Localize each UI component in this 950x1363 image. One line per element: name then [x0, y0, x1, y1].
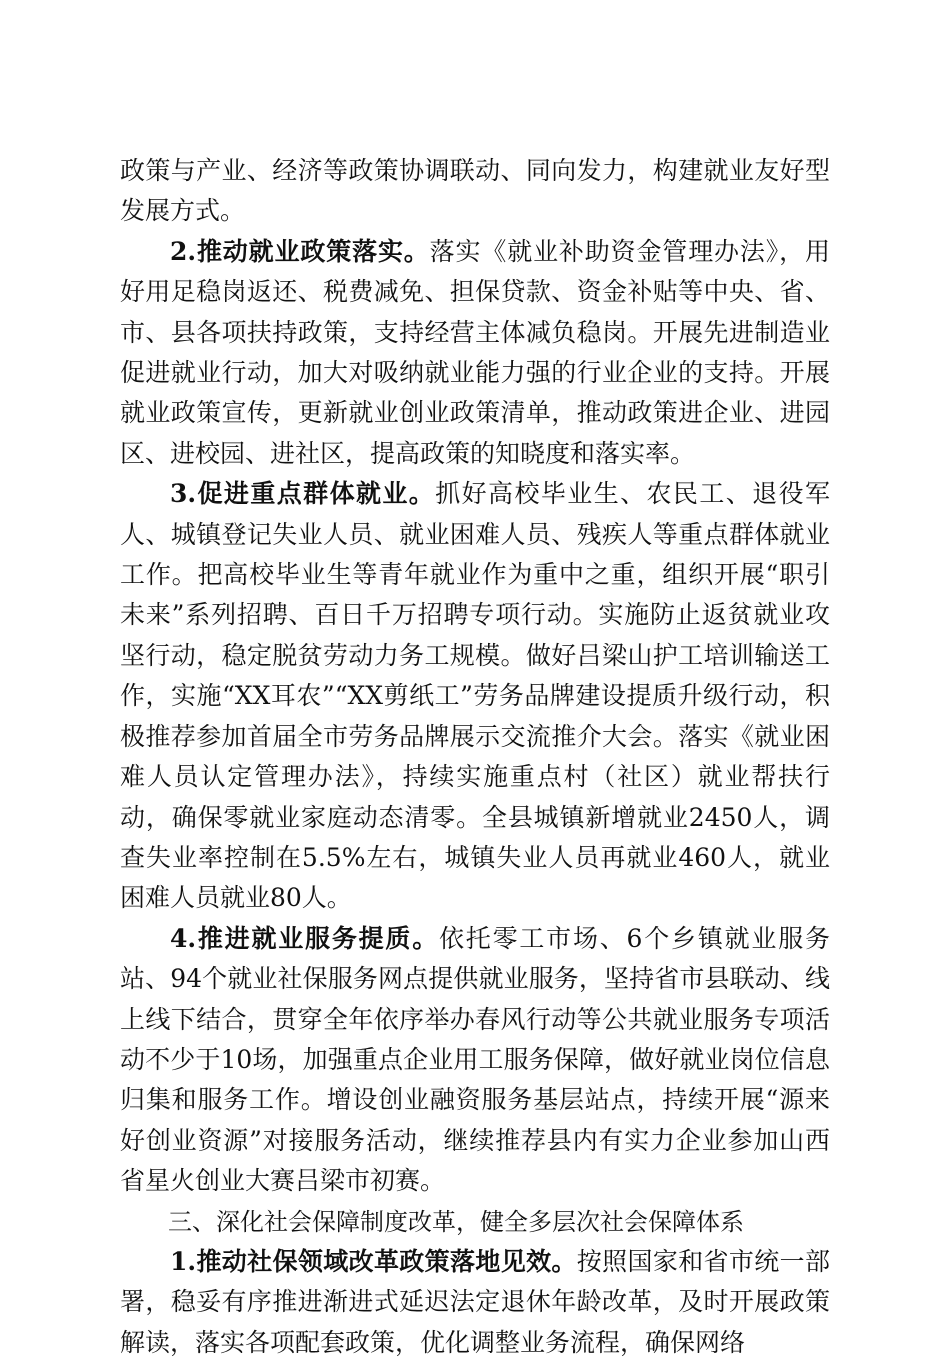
paragraph-lead: 3.促进重点群体就业。	[170, 479, 436, 509]
paragraph-lead: 4.推进就业服务提质。	[170, 923, 440, 953]
paragraph-continuation	[120, 151, 830, 232]
paragraph-lead: 1.推动社保领域改革政策落地见效。	[170, 1246, 577, 1276]
paragraph-text: 抓好高校毕业生、农民工、退役军人、城镇登记失业人员、就业困难人员、残疾人等重点群体就业工作。把高校毕业生等青年就业作为重中之重，组织开展“职引未来”系列招聘、百日千万招聘专项行动。实施防止返贫就业攻坚行动，稳定脱贫劳动力务工规模。做好吕梁山护工培训输送工作，实施“XX耳农”“XX剪纸工”劳务品牌建设提质升级行动，积极推荐参加首届全市劳务品牌展示交流推介大会。落实《就业困难人员认定管理办法》，持续实施重点村（社区）就业帮扶行动，确保零就业家庭动态清零。全县城镇新增就业2450人，调查失业率控制在5.5%左右，城镇失业人员再就业460人，就业困难人员就业80人。	[120, 479, 830, 913]
section-heading: 三、深化社会保障制度改革，健全多层次社会保障体系	[168, 1207, 744, 1236]
paragraph-employment-services	[120, 919, 830, 1202]
paragraph-key-groups	[120, 474, 830, 918]
paragraph-text: 依托零工市场、6个乡镇就业服务站、94个就业社保服务网点提供就业服务，坚持省市县联动、线上线下结合，贯穿全年依序举办春风行动等公共就业服务专项活动不少于10场，加强重点企业用工服务保障，做好就业岗位信息归集和服务工作。增设创业融资服务基层站点，持续开展“源来好创业资源”对接服务活动，继续推荐县内有实力企业参加山西省星火创业大赛吕梁市初赛。	[120, 923, 830, 1196]
paragraph-text: 落实《就业补助资金管理办法》，用好用足稳岗返还、税费减免、担保贷款、资金补贴等中央、省、市、县各项扶持政策，支持经营主体减负稳岗。开展先进制造业促进就业行动，加大对吸纳就业能力强的行业企业的支持。开展就业政策宣传，更新就业创业政策清单，推动政策进企业、进园区、进校园、进社区，提高政策的知晓度和落实率。	[120, 236, 830, 468]
paragraph-text: 政策与产业、经济等政策协调联动、同向发力，构建就业友好型发展方式。	[120, 156, 830, 226]
document-body	[120, 151, 830, 1363]
paragraph-lead: 2.推动就业政策落实。	[170, 236, 430, 266]
paragraph-social-security-reform	[120, 1242, 830, 1363]
paragraph-employment-policy	[120, 232, 830, 474]
paragraph-text: 按照国家和省市统一部署，稳妥有序推进渐进式延迟法定退休年龄改革，及时开展政策解读，落实各项配套政策，优化调整业务流程，确保网络	[120, 1246, 830, 1357]
